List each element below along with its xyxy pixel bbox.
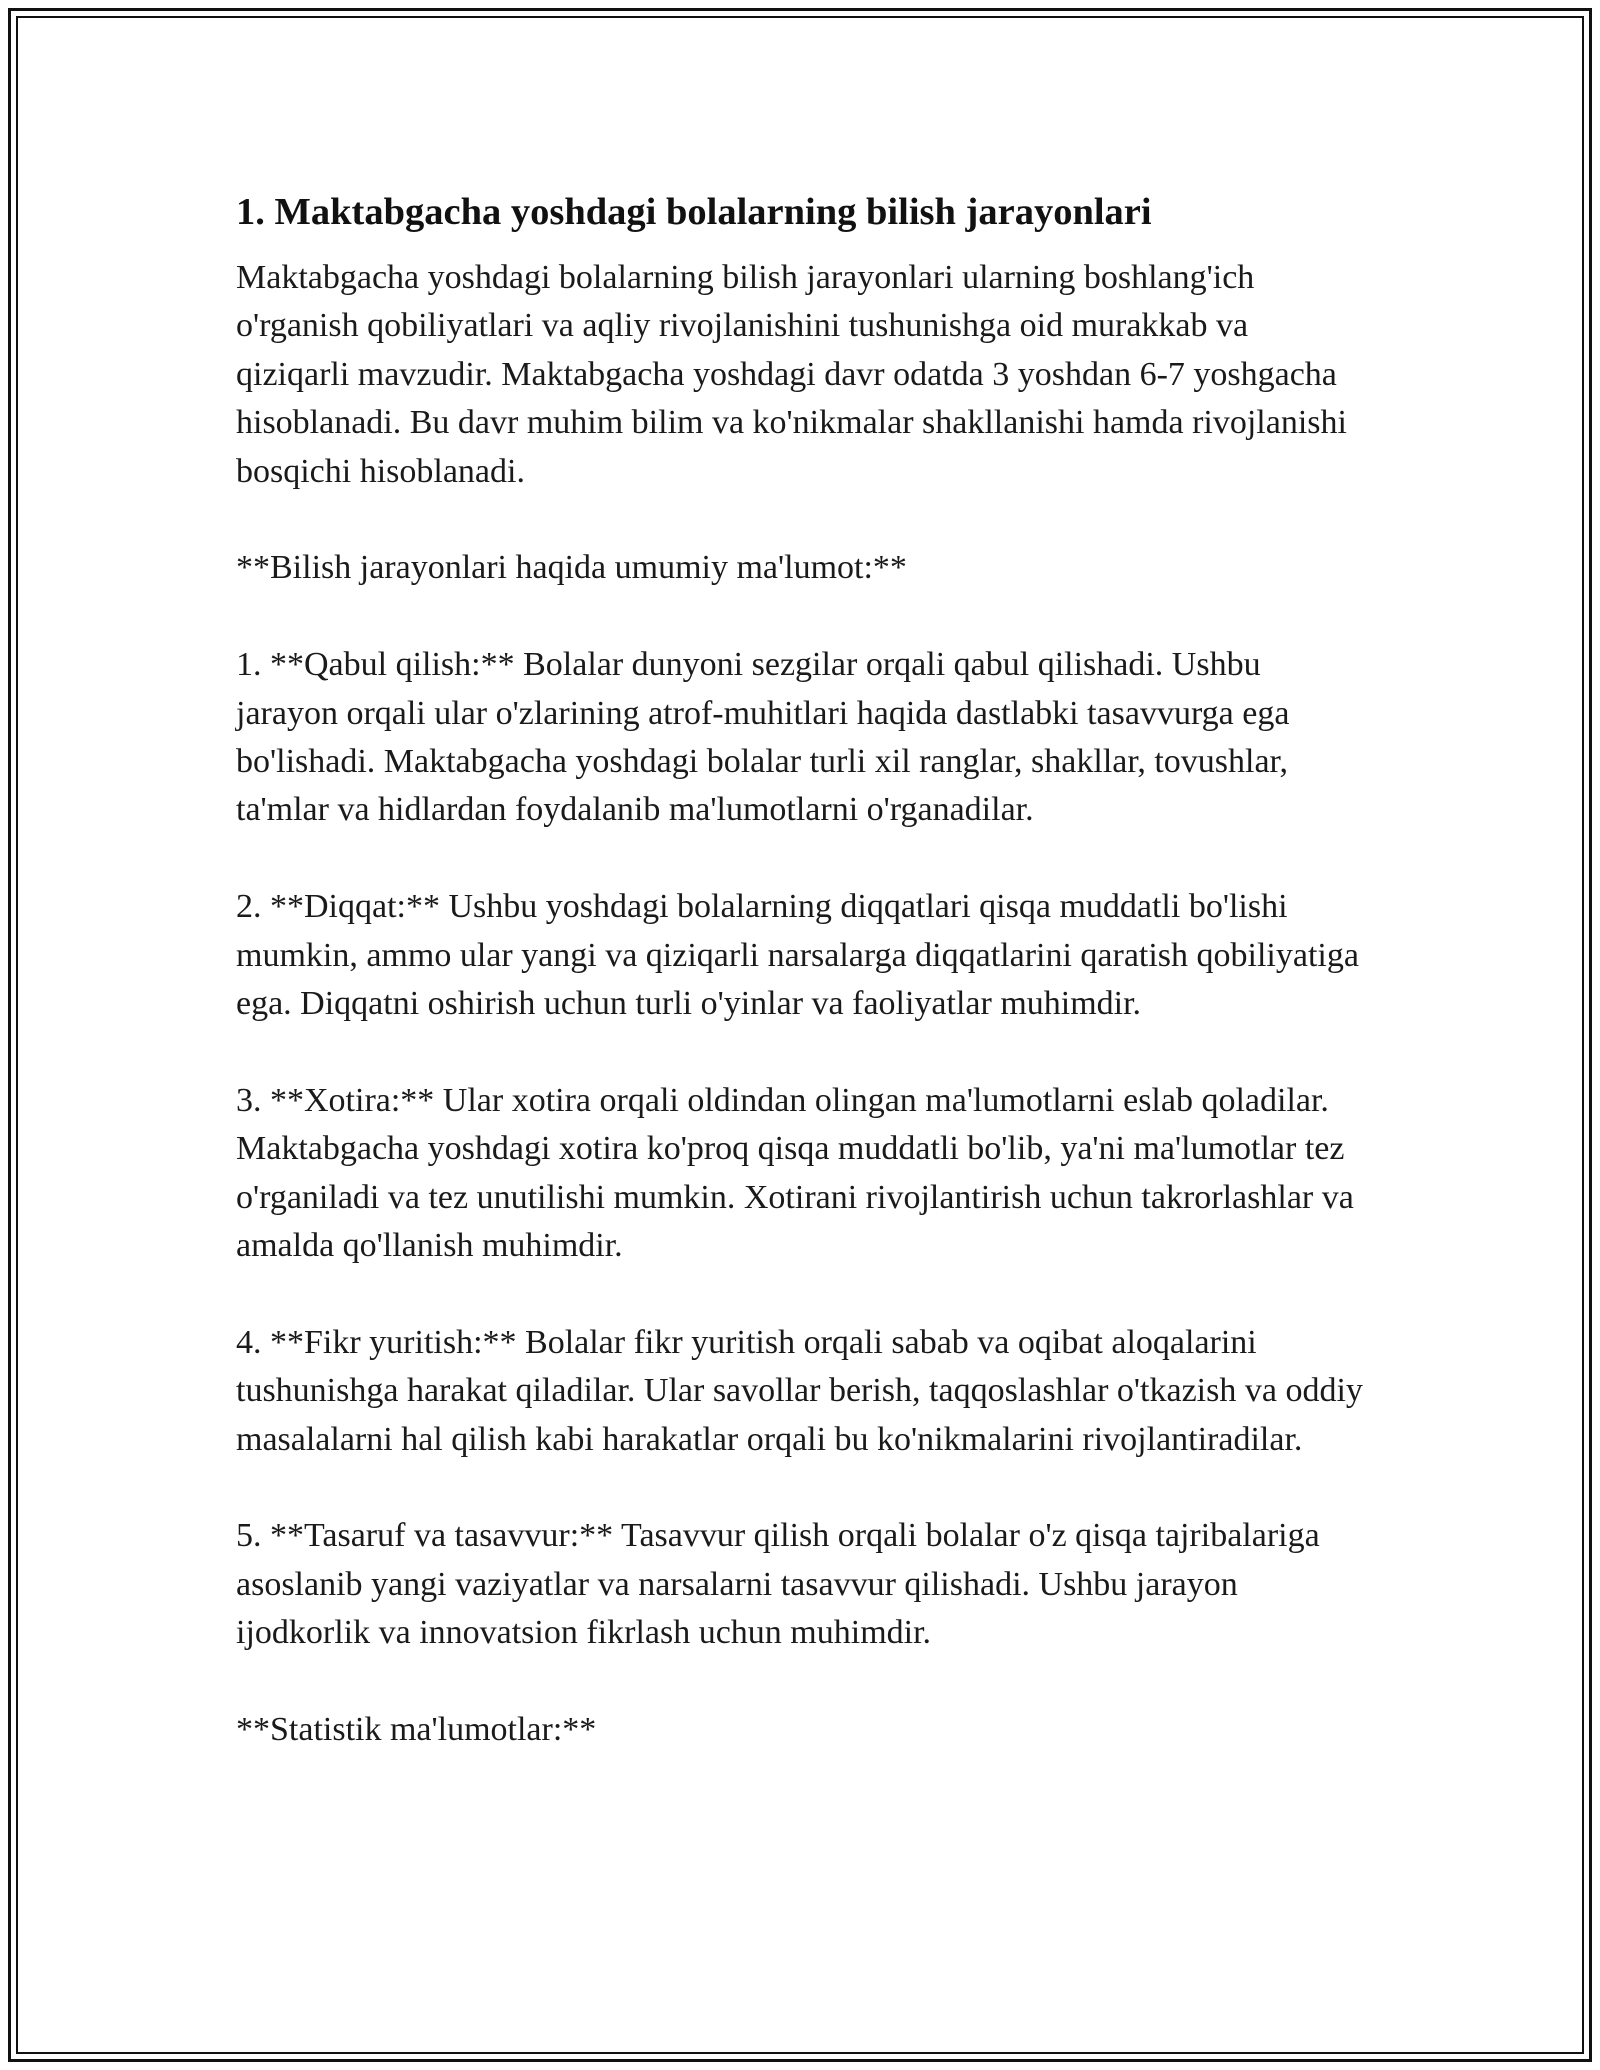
list-item-attention: 2. **Diqqat:** Ushbu yoshdagi bolalarning diqqatlari qisqa muddatli bo'lishi mumkin, ammo ular yangi va qiziqarli narsalarga diqqatlarini qaratish qobiliyatiga ega. Diqqatni oshirish uchun turli o'yinlar va faoliyatlar muhimdir. [236, 888, 1359, 1023]
list-item-perception: 1. **Qabul qilish:** Bolalar dunyoni sezgilar orqali qabul qilishadi. Ushbu jarayon orqali ular o'zlarining atrof-muhitlari haqida dastlabki tasavvurga ega bo'lishadi. Maktabgacha yoshdagi bolalar turli xil ranglar, shakllar, tovushlar, ta'mlar va hidlardan foydalanib ma'lumotlarni o'rganadilar. [236, 646, 1290, 829]
statistics-subheading: **Statistik ma'lumotlar:** [236, 1711, 597, 1749]
section-heading: 1. Maktabgacha yoshdagi bolalarning bilish jarayonlari [236, 191, 1152, 233]
document-body [236, 186, 1366, 1754]
intro-paragraph: Maktabgacha yoshdagi bolalarning bilish jarayonlari ularning boshlang'ich o'rganish qobiliyatlari va aqliy rivojlanishini tushunishga oid murakkab va qiziqarli mavzudir. Maktabgacha yoshdagi davr odatda 3 yoshdan 6-7 yoshgacha hisoblanadi. Bu davr muhim bilim va ko'nikmalar shakllanishi hamda rivojlanishi bosqichi hisoblanadi. [236, 259, 1347, 490]
list-item-imagination: 5. **Tasaruf va tasavvur:** Tasavvur qilish orqali bolalar o'z qisqa tajribalariga asoslanib yangi vaziyatlar va narsalarni tasavvur qilishadi. Ushbu jarayon ijodkorlik va innovatsion fikrlash uchun muhimdir. [236, 1517, 1320, 1652]
list-item-thinking: 4. **Fikr yuritish:** Bolalar fikr yuritish orqali sabab va oqibat aloqalarini tushunishga harakat qiladilar. Ular savollar berish, taqqoslashlar o'tkazish va oddiy masalalarni hal qilish kabi harakatlar orqali bu ko'nikmalarini rivojlantiradilar. [236, 1323, 1363, 1458]
list-item-memory: 3. **Xotira:** Ular xotira orqali oldindan olingan ma'lumotlarni eslab qoladilar. Maktabgacha yoshdagi xotira ko'proq qisqa muddatli bo'lib, ya'ni ma'lumotlar tez o'rganiladi va tez unutilishi mumkin. Xotirani rivojlantirish uchun takrorlashlar va amalda qo'llanish muhimdir. [236, 1081, 1354, 1265]
overview-subheading: **Bilish jarayonlari haqida umumiy ma'lumot:** [236, 549, 907, 587]
